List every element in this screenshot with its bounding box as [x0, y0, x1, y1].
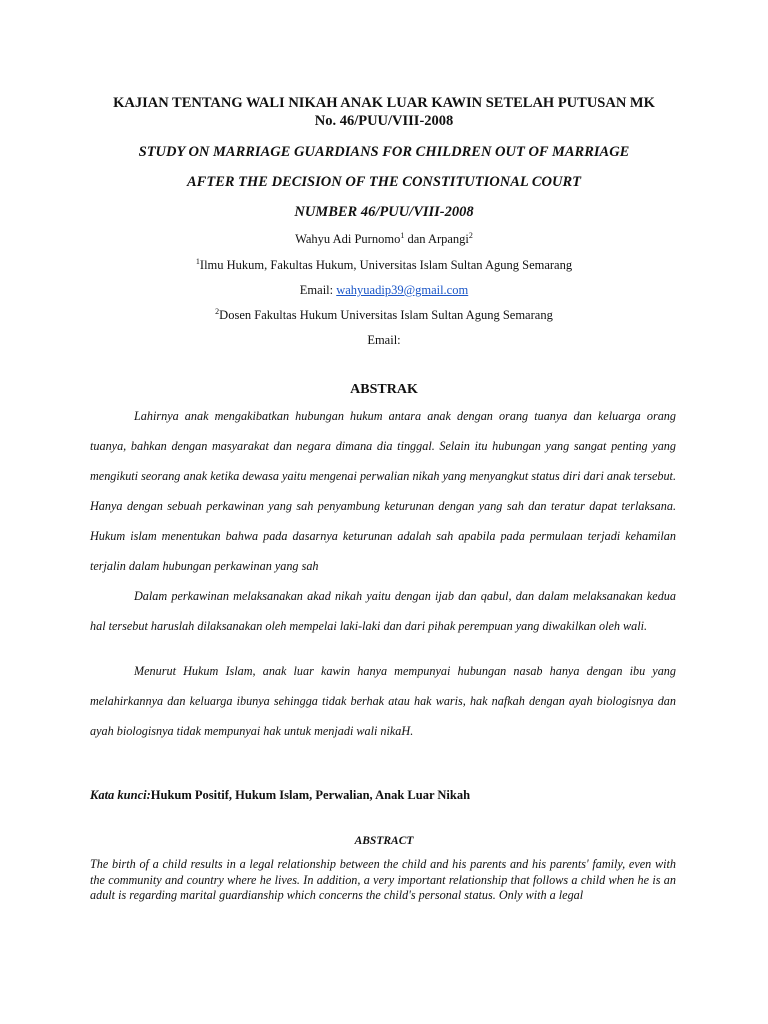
paper-title	[60, 94, 708, 130]
author-connector: dan	[404, 232, 428, 246]
affiliation-2	[60, 307, 708, 323]
email-label-2: Email:	[367, 333, 401, 347]
title-line-1: KAJIAN TENTANG WALI NIKAH ANAK LUAR KAWIN SETELAH PUTUSAN MK	[113, 95, 655, 111]
affiliation-1	[60, 257, 708, 273]
affiliation-2-marker: 2	[215, 306, 220, 316]
email-label-1: Email:	[299, 283, 337, 297]
title-line-2: No. 46/PUU/VIII-2008	[314, 113, 454, 129]
abstract-text: The birth of a child results in a legal relationship between the child and his parents and his parents' family, even with the community and country where he lives. In addition, a very important relationship that follows a child when he is an adult is regarding marital guardianship which concerns the child's personal status. Only with a legal	[90, 857, 676, 902]
author-line	[60, 231, 708, 247]
abstrak-paragraph-1: Lahirnya anak mengakibatkan hubungan hukum antara anak dengan orang tuanya dan keluarga orang tuanya, bahkan dengan masyarakat dan negara dimana dia tinggal. Selain itu hubungan yang sangat penting yang mengikuti seorang anak ketika dewasa yaitu mengenai perwalian nikah yang menyangkut status diri dari anak tersebut. Hanya dengan sebuah perkawinan yang sah penyambung keturunan dengan yang sah dan teratur dapat terlaksana. Hukum islam menentukan bahwa pada dasarnya keturunan adalah sah apabila pada permulaan terjadi kehamilan terjalin dalam hubungan perkawinan yang sah	[90, 409, 676, 573]
keywords-text: Hukum Positif, Hukum Islam, Perwalian, Anak Luar Nikah	[150, 788, 471, 802]
affiliation-1-marker: 1	[195, 256, 200, 266]
abstrak-paragraph-2: Dalam perkawinan melaksanakan akad nikah yaitu dengan ijab dan qabul, dan dalam melaksanakan kedua hal tersebut haruslah dilaksanakan oleh mempelai laki-laki dan dari pihak perempuan yang diwakilkan oleh wali.	[90, 589, 676, 633]
english-title-line-3: NUMBER 46/PUU/VIII-2008	[294, 204, 474, 220]
keywords-line	[90, 788, 676, 803]
email-link[interactable]: wahyuadip39@gmail.com	[336, 283, 469, 297]
affiliation-1-text: Ilmu Hukum, Fakultas Hukum, Universitas Islam Sultan Agung Semarang	[199, 258, 573, 272]
author-1-marker: 1	[400, 230, 405, 240]
english-title-line-1: STUDY ON MARRIAGE GUARDIANS FOR CHILDREN OUT OF MARRIAGE	[138, 144, 630, 160]
author-1-name: Wahyu Adi Purnomo	[295, 232, 401, 246]
affiliation-2-text: Dosen Fakultas Hukum Universitas Islam Sultan Agung Semarang	[219, 308, 553, 322]
abstrak-body	[90, 401, 676, 746]
keywords-label: Kata kunci:	[90, 788, 151, 802]
english-title-line-2: AFTER THE DECISION OF THE CONSTITUTIONAL COURT	[187, 174, 581, 190]
abstrak-paragraph-3: Menurut Hukum Islam, anak luar kawin hanya mempunyai hubungan nasab hanya dengan ibu yang melahirkannya dan keluarga ibunya sehingga tidak berhak atau hak waris, hak nafkah dengan ayah biologisnya dan ayah biologisnya tidak mempunyai hak untuk menjadi wali nikaH.	[90, 664, 676, 738]
abstrak-heading: ABSTRAK	[350, 382, 418, 397]
author-2-name: Arpangi	[427, 232, 469, 246]
abstract-heading: ABSTRACT	[354, 835, 414, 847]
affiliation-1-email-line	[60, 282, 708, 298]
author-2-marker: 2	[468, 230, 473, 240]
